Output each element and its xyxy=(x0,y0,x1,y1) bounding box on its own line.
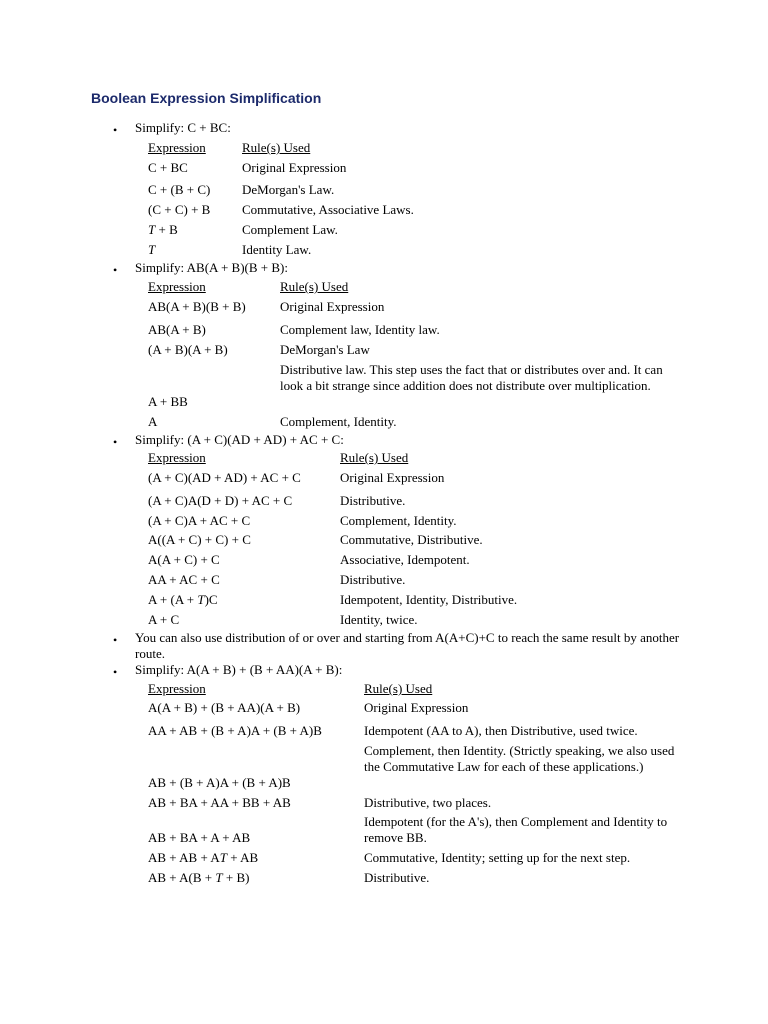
expression: (A + C)A + AC + C xyxy=(148,513,251,528)
column-header-expression: Expression xyxy=(148,279,206,294)
expression: C + BC xyxy=(148,160,188,175)
expression: AA + AB + (B + A)A + (B + A)B xyxy=(148,723,322,738)
rule: Complement, then Identity. (Strictly speaking, we also used the Commutative Law for each of these applications.) xyxy=(364,743,675,774)
rule: Distributive. xyxy=(364,870,430,885)
rule: Distributive. xyxy=(340,572,406,587)
rule: Idempotent (AA to A), then Distributive, used twice. xyxy=(364,723,638,738)
prompt: Simplify: A(A + B) + (B + AA)(A + B): xyxy=(135,662,343,677)
expression: (A + B)(A + B) xyxy=(148,342,228,357)
rule: Complement Law. xyxy=(242,222,338,237)
expression: AB(A + B) xyxy=(148,322,206,337)
prompt: Simplify: AB(A + B)(B + B): xyxy=(135,260,288,275)
rule: Distributive, two places. xyxy=(364,795,492,810)
column-header-rule: Rule(s) Used xyxy=(242,140,311,155)
rule: Complement law, Identity law. xyxy=(280,322,440,337)
rule: Idempotent (for the A's), then Complement and Identity to remove BB. xyxy=(364,814,668,845)
column-header-rule: Rule(s) Used xyxy=(364,681,433,696)
bullet-icon: • xyxy=(113,665,118,679)
column-header-expression: Expression xyxy=(148,681,206,696)
bullet-icon: • xyxy=(113,263,118,277)
expression: A((A + C) + C) + C xyxy=(148,532,251,547)
bullet-icon: • xyxy=(113,633,118,647)
expression: A xyxy=(148,414,158,429)
rule: DeMorgan's Law xyxy=(280,342,370,357)
expression: AB(A + B)(B + B) xyxy=(148,299,246,314)
column-header-expression: Expression xyxy=(148,140,206,155)
note-text: You can also use distribution of or over and starting from A(A+C)+C to reach the same result by another route. xyxy=(135,630,680,661)
rule: Original Expression xyxy=(340,470,445,485)
rule: Identity Law. xyxy=(242,242,312,257)
expression: AB + A(B + T + B) xyxy=(148,870,250,885)
rule: Original Expression xyxy=(364,700,469,715)
expression: (C + C) + B xyxy=(148,202,211,217)
rule: Idempotent, Identity, Distributive. xyxy=(340,592,518,607)
expression: AB + BA + AA + BB + AB xyxy=(148,795,291,810)
rule: Identity, twice. xyxy=(340,612,418,627)
rule: Commutative, Associative Laws. xyxy=(242,202,414,217)
expression: (A + C)(AD + AD) + AC + C xyxy=(148,470,301,485)
rule: DeMorgan's Law. xyxy=(242,182,335,197)
rule: Original Expression xyxy=(242,160,347,175)
expression: T xyxy=(148,242,156,257)
prompt: Simplify: (A + C)(AD + AD) + AC + C: xyxy=(135,432,344,447)
expression: A(A + C) + C xyxy=(148,552,220,567)
expression: AB + AB + AT + AB xyxy=(148,850,259,865)
column-header-rule: Rule(s) Used xyxy=(340,450,409,465)
expression: A + C xyxy=(148,612,180,627)
rule: Complement, Identity. xyxy=(340,513,457,528)
expression: T + B xyxy=(148,222,178,237)
rule: Original Expression xyxy=(280,299,385,314)
expression: A + (A + T)C xyxy=(148,592,218,607)
expression: A(A + B) + (B + AA)(A + B) xyxy=(148,700,301,715)
bullet-icon: • xyxy=(113,123,118,137)
column-header-rule: Rule(s) Used xyxy=(280,279,349,294)
expression: AB + (B + A)A + (B + A)B xyxy=(148,775,291,790)
expression: AA + AC + C xyxy=(148,572,220,587)
column-header-expression: Expression xyxy=(148,450,206,465)
prompt: Simplify: C + BC: xyxy=(135,120,231,135)
page-title: Boolean Expression Simplification xyxy=(91,90,322,106)
rule: Complement, Identity. xyxy=(280,414,397,429)
rule: Commutative, Identity; setting up for the next step. xyxy=(364,850,631,865)
bullet-icon: • xyxy=(113,435,118,449)
expression: (A + C)A(D + D) + AC + C xyxy=(148,493,293,508)
rule: Distributive law. This step uses the fact that or distributes over and. It can look a bit strange since addition does not distribute over multiplication. xyxy=(280,362,663,393)
rule: Distributive. xyxy=(340,493,406,508)
expression: A + BB xyxy=(148,394,188,409)
expression: AB + BA + A + AB xyxy=(148,830,251,845)
rule: Associative, Idempotent. xyxy=(340,552,470,567)
rule: Commutative, Distributive. xyxy=(340,532,483,547)
expression: C + (B + C) xyxy=(148,182,211,197)
